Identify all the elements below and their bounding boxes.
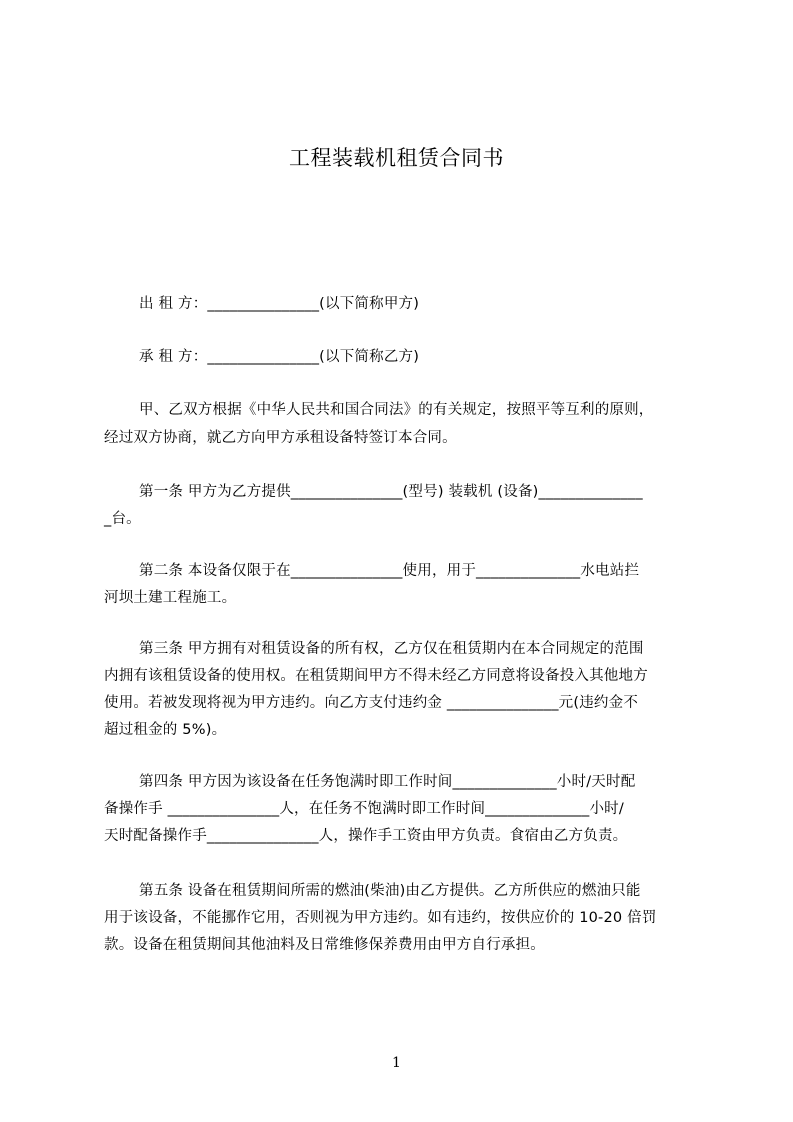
article-3-line-2: 内拥有该租赁设备的使用权。在租赁期间甲方不得未经乙方同意将设备投入其他地方 xyxy=(104,668,648,684)
page-number: 1 xyxy=(392,1055,401,1071)
article-3-line-3: 使用。若被发现将视为甲方违约。向乙方支付违约金 _______________元(违约金不 xyxy=(104,695,639,711)
article-4-line-2: 备操作手 _______________人，在任务不饱满时即工作时间______________小时/ xyxy=(104,801,624,817)
article-4-line-3: 天时配备操作手_______________人，操作手工资由甲方负责。食宿由乙方负责。 xyxy=(104,828,628,844)
article-5-line-2: 用于该设备，不能挪作它用，否则视为甲方违约。如有违约，按供应价的 10-20 倍罚 xyxy=(104,910,657,926)
article-1-line-1: 第一条 甲方为乙方提供_______________(型号) 装载机 (设备)______________ xyxy=(139,484,643,500)
article-2-line-2: 河坝土建工程施工。 xyxy=(104,590,237,606)
preamble-line-2: 经过双方协商，就乙方向甲方承租设备特签订本合同。 xyxy=(104,430,457,446)
article-2-line-1: 第二条 本设备仅限于在_______________使用，用于______________水电站拦 xyxy=(139,563,640,579)
article-4-line-1: 第四条 甲方因为该设备在任务饱满时即工作时间______________小时/天时配 xyxy=(139,774,636,790)
article-5-line-3: 款。设备在租赁期间其他油料及日常维修保养费用由甲方自行承担。 xyxy=(104,937,545,953)
article-5-line-1: 第五条 设备在租赁期间所需的燃油(柴油)由乙方提供。乙方所供应的燃油只能 xyxy=(139,883,641,899)
preamble-line-1: 甲、乙双方根据《中华人民共和国合同法》的有关规定，按照平等互利的原则， xyxy=(139,402,654,418)
document-title: 工程装载机租赁合同书 xyxy=(289,146,504,170)
article-3-line-1: 第三条 甲方拥有对租赁设备的所有权，乙方仅在租赁期内在本合同规定的范围 xyxy=(139,641,644,657)
article-3-line-4: 超过租金的 5%)。 xyxy=(104,722,227,738)
article-1-line-2: _台。 xyxy=(104,511,141,527)
lessee-line: 承 租 方：_______________(以下简称乙方) xyxy=(139,349,420,365)
lessor-line: 出 租 方：_______________(以下简称甲方) xyxy=(139,296,420,312)
